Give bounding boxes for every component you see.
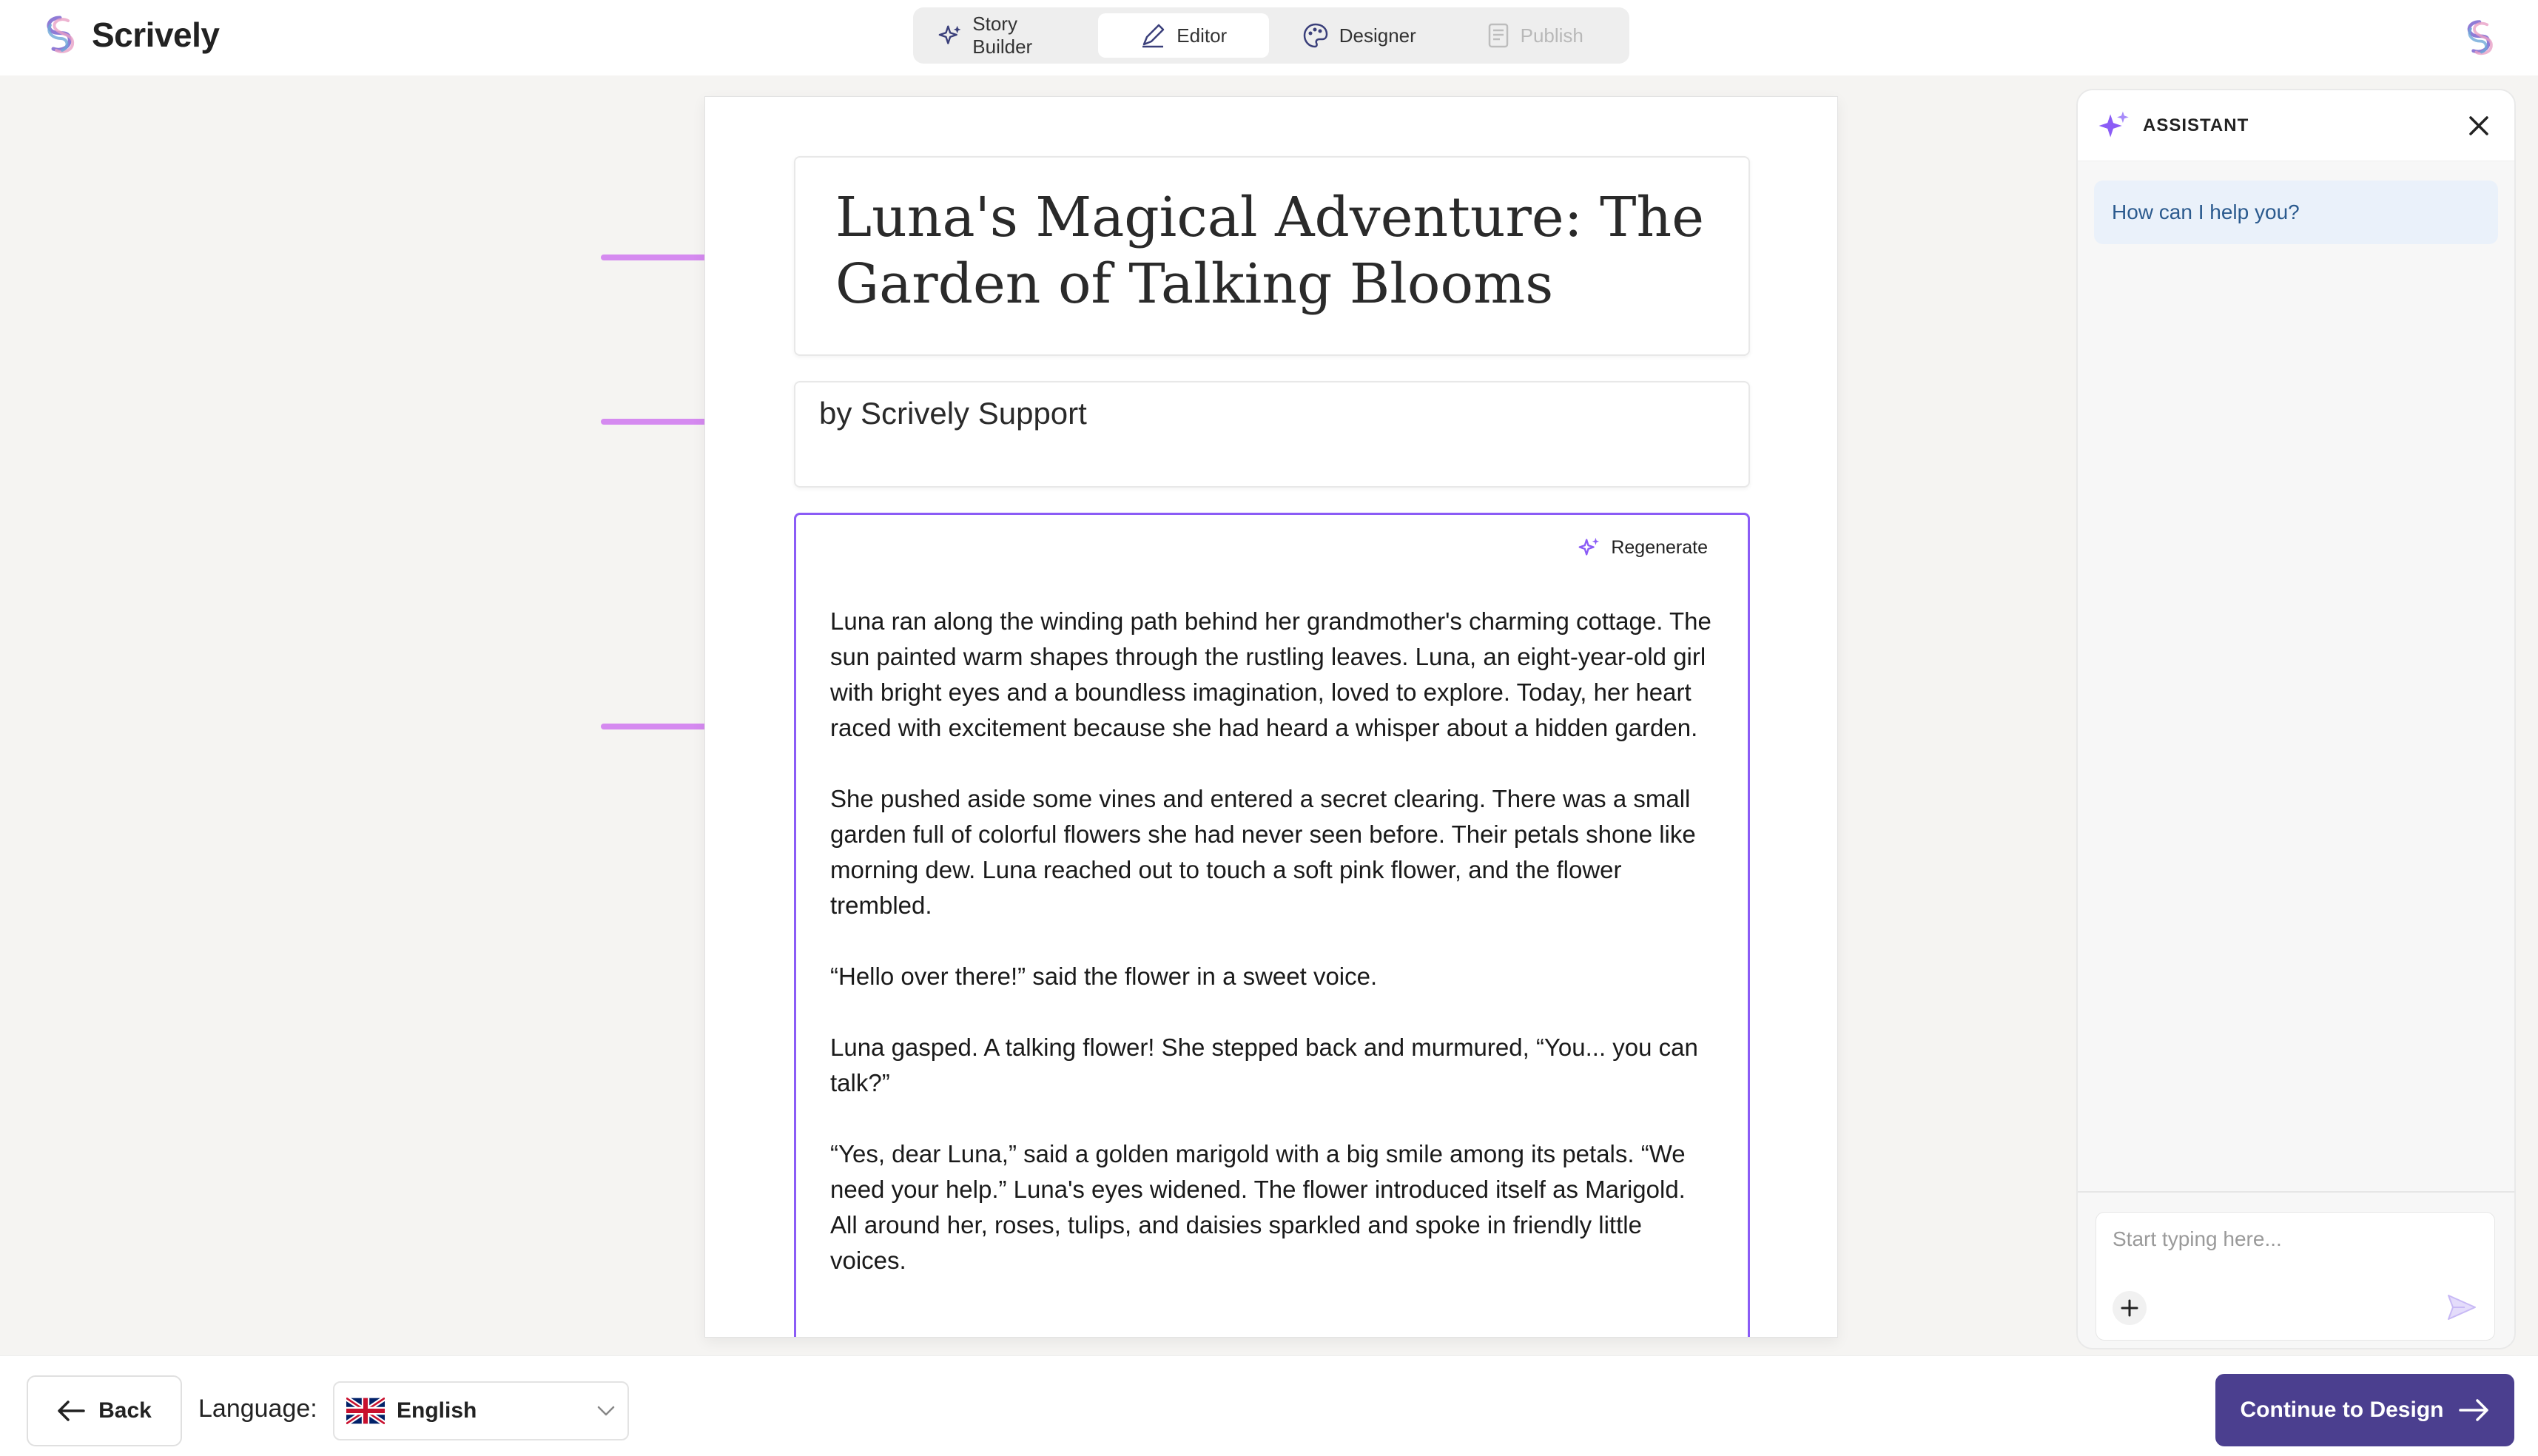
- tab-label: Publish: [1520, 24, 1583, 47]
- app-logo[interactable]: [38, 13, 219, 56]
- story-paragraph[interactable]: Luna gasped. A talking flower! She stepped back and murmured, “You... you can talk?”: [830, 1034, 1698, 1096]
- uk-flag-icon: [346, 1398, 385, 1424]
- assistant-message: How can I help you?: [2094, 181, 2498, 244]
- bottom-bar: [0, 1355, 2538, 1456]
- arrow-left-icon: [57, 1400, 85, 1422]
- back-button[interactable]: [27, 1375, 182, 1446]
- tab-label: Story Builder: [972, 13, 1033, 58]
- assistant-header: [2078, 90, 2514, 161]
- story-author[interactable]: by Scrively Support: [819, 396, 1087, 431]
- send-icon[interactable]: [2446, 1291, 2478, 1324]
- regenerate-label: Regenerate: [1611, 536, 1708, 558]
- story-paragraph[interactable]: She pushed aside some vines and entered a secret clearing. There was a small garden full of colorful flowers she had never seen before. Their petals shone like morning dew. Luna reached out to touch a soft pink flower, and the flower trembled.: [830, 785, 1696, 919]
- chevron-down-icon: [596, 1405, 616, 1417]
- palette-icon: [1302, 22, 1329, 49]
- app-name: Scrively: [92, 16, 220, 54]
- story-title[interactable]: Luna's Magical Adventure: The Garden of Talking Blooms: [835, 186, 1704, 316]
- close-assistant-button[interactable]: [2463, 109, 2495, 142]
- tab-publish[interactable]: [1450, 13, 1621, 58]
- sparkle-icon: [1577, 536, 1600, 559]
- close-icon: [2466, 113, 2491, 138]
- assistant-panel: [2076, 89, 2516, 1349]
- pen-icon: [1140, 22, 1166, 49]
- regenerate-button[interactable]: [1577, 536, 1708, 559]
- plus-icon: [2120, 1298, 2139, 1318]
- back-label: Back: [98, 1398, 152, 1423]
- story-body-field[interactable]: [794, 513, 1750, 1338]
- continue-label: Continue to Design: [2240, 1398, 2444, 1422]
- story-paragraph[interactable]: “Hello over there!” said the flower in a sweet voice.: [830, 963, 1378, 990]
- tab-editor[interactable]: [1098, 13, 1270, 58]
- assistant-input[interactable]: [2096, 1212, 2495, 1341]
- attach-button[interactable]: [2113, 1291, 2147, 1325]
- tab-story-builder[interactable]: [922, 13, 1094, 58]
- input-placeholder: Start typing here...: [2113, 1227, 2282, 1250]
- document-page: [704, 96, 1838, 1338]
- sparkle-icon: [938, 23, 962, 48]
- tab-label: Editor: [1177, 24, 1228, 47]
- account-logo-button[interactable]: [2460, 18, 2500, 61]
- continue-to-design-button[interactable]: [2215, 1374, 2514, 1446]
- author-field[interactable]: [794, 381, 1750, 488]
- document-icon: [1487, 22, 1510, 49]
- language-label: Language:: [198, 1395, 317, 1423]
- assistant-title: ASSISTANT: [2143, 115, 2249, 135]
- top-bar: [0, 0, 2538, 75]
- language-select[interactable]: [333, 1381, 629, 1440]
- title-field[interactable]: [794, 156, 1750, 356]
- story-paragraph[interactable]: Luna ran along the winding path behind her grandmother's charming cottage. The sun painted warm shapes through the rustling leaves. Luna, an eight-year-old girl with bright eyes and a boundless imagination, loved to explore. Today, her heart raced with excitement because she had heard a whisper about a hidden garden.: [830, 607, 1711, 741]
- scrively-spiral-icon: [38, 13, 81, 56]
- tab-label: Designer: [1339, 24, 1416, 47]
- assistant-composer: [2078, 1191, 2514, 1348]
- sparkle-icon: [2097, 109, 2130, 142]
- arrow-right-icon: [2458, 1398, 2489, 1422]
- mode-tabs: [913, 7, 1629, 64]
- story-paragraph[interactable]: “Yes, dear Luna,” said a golden marigold with a big smile among its petals. “We need your help.” Luna's eyes widened. The flower introduced itself as Marigold. All around her, roses, tulips, and daisies sparkled and spoke in friendly little voices.: [830, 1140, 1686, 1274]
- scrively-spiral-icon: [2460, 18, 2500, 58]
- tab-designer[interactable]: [1273, 13, 1445, 58]
- language-value: English: [397, 1398, 477, 1423]
